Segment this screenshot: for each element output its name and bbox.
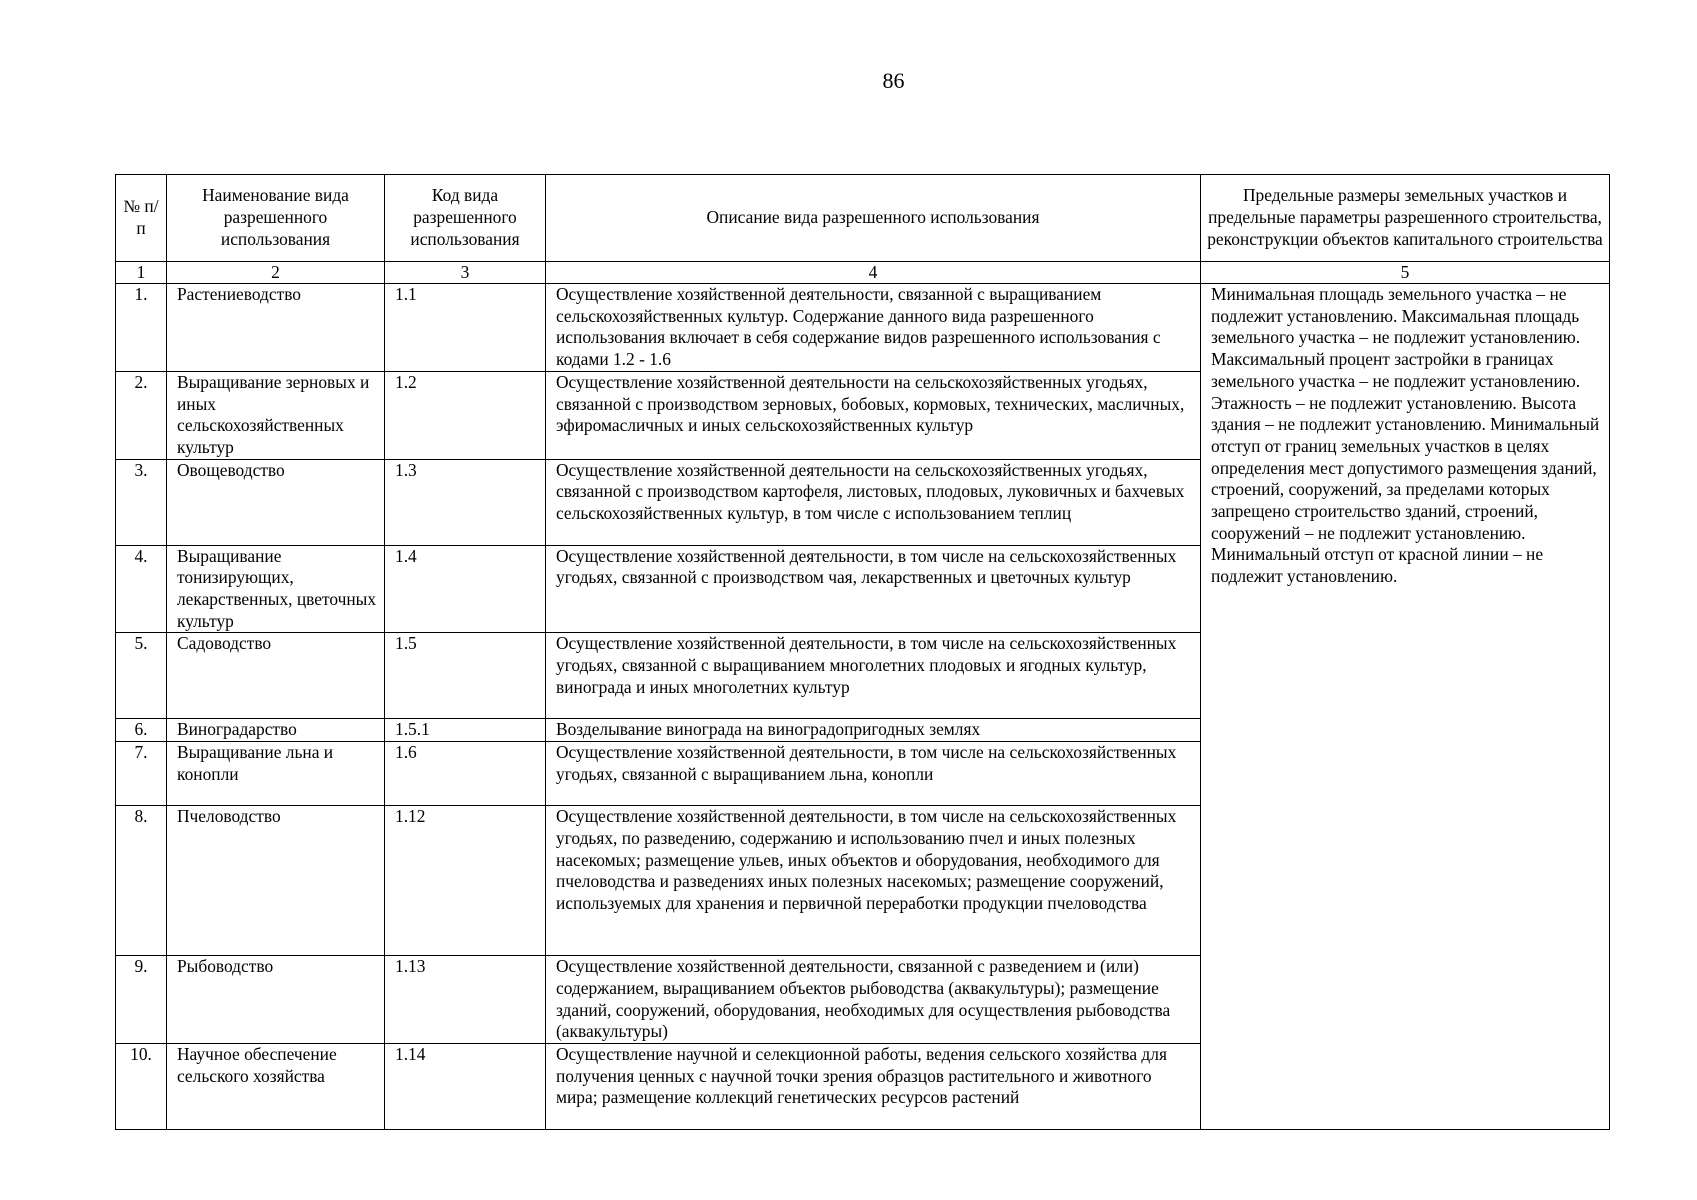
use-description: Осуществление хозяйственной деятельности, в том числе на сельскохозяйственных угодьях, связанной с выращиванием многолетних плодовых и ягодных культур, винограда и иных многолетних культур (546, 633, 1201, 719)
use-description: Осуществление хозяйственной деятельности, в том числе на сельскохозяйственных угодьях, связанной с выращиванием льна, конопли (546, 742, 1201, 806)
use-description: Возделывание винограда на виноградопригодных землях (546, 719, 1201, 742)
use-name: Виноградарство (167, 719, 385, 742)
use-code: 1.14 (385, 1043, 546, 1129)
use-name: Рыбоводство (167, 956, 385, 1044)
use-name: Выращивание льна и конопли (167, 742, 385, 806)
column-number: 3 (385, 262, 546, 284)
use-name: Научное обеспечение сельского хозяйства (167, 1043, 385, 1129)
header-name: Наименование вида разрешенного использования (167, 175, 385, 262)
use-code: 1.13 (385, 956, 546, 1044)
table-header-row (116, 175, 1610, 262)
row-number: 2. (116, 371, 167, 459)
row-number: 5. (116, 633, 167, 719)
use-description: Осуществление хозяйственной деятельности, в том числе на сельскохозяйственных угодьях, связанной с производством чая, лекарственных и цветочных культур (546, 545, 1201, 633)
page-number: 86 (882, 68, 905, 93)
use-description: Осуществление хозяйственной деятельности на сельскохозяйственных угодьях, связанной с производством картофеля, листовых, плодовых, луковичных и бахчевых сельскохозяйственных культур, в том числе с использованием теплиц (546, 459, 1201, 545)
use-code: 1.5.1 (385, 719, 546, 742)
row-number: 9. (116, 956, 167, 1044)
use-code: 1.6 (385, 742, 546, 806)
use-description: Осуществление хозяйственной деятельности, в том числе на сельскохозяйственных угодьях, по разведению, содержанию и использованию пчел и иных полезных насекомых; размещение ульев, иных объектов и оборудования, необходимого для пчеловодства и разведениях иных полезных насекомых; размещение сооружений, используемых для хранения и первичной переработки продукции пчеловодства (546, 806, 1201, 956)
row-number: 6. (116, 719, 167, 742)
column-number: 2 (167, 262, 385, 284)
use-description: Осуществление хозяйственной деятельности на сельскохозяйственных угодьях, связанной с производством зерновых, бобовых, кормовых, технических, масличных, эфиромасличных и иных сельскохозяйственных культур (546, 371, 1201, 459)
use-code: 1.1 (385, 284, 546, 372)
row-number: 1. (116, 284, 167, 372)
use-code: 1.12 (385, 806, 546, 956)
use-code: 1.4 (385, 545, 546, 633)
column-number: 4 (546, 262, 1201, 284)
use-code: 1.3 (385, 459, 546, 545)
use-name: Овощеводство (167, 459, 385, 545)
table-row (116, 284, 1610, 372)
column-number: 5 (1201, 262, 1610, 284)
limits-cell: Минимальная площадь земельного участка – не подлежит установлению. Максимальная площадь земельного участка – не подлежит установлению. Максимальный процент застройки в границах земельного участка – не подлежит установлению. Этажность – не подлежит установлению. Высота здания – не подлежит установлению. Минимальный отступ от границ земельных участков в целях определения мест допустимого размещения зданий, строений, сооружений, за пределами которых запрещено строительство зданий, строений, сооружений – не подлежит установлению. Минимальный отступ от красной линии – не подлежит установлению. (1201, 284, 1610, 1130)
header-no: № п/п (116, 175, 167, 262)
header-limits: Предельные размеры земельных участков и предельные параметры разрешенного строительства, реконструкции объектов капитального строительства (1201, 175, 1610, 262)
row-number: 7. (116, 742, 167, 806)
header-description: Описание вида разрешенного использования (546, 175, 1201, 262)
use-description: Осуществление хозяйственной деятельности, связанной с выращиванием сельскохозяйственных культур. Содержание данного вида разрешенного использования включает в себя содержание видов разрешенного использования с кодами 1.2 - 1.6 (546, 284, 1201, 372)
use-code: 1.2 (385, 371, 546, 459)
row-number: 10. (116, 1043, 167, 1129)
use-code: 1.5 (385, 633, 546, 719)
use-description: Осуществление хозяйственной деятельности, связанной с разведением и (или) содержанием, выращиванием объектов рыбоводства (аквакультуры); размещение зданий, сооружений, оборудования, необходимых для осуществления рыбоводства (аквакультуры) (546, 956, 1201, 1044)
use-name: Пчеловодство (167, 806, 385, 956)
use-description: Осуществление научной и селекционной работы, ведения сельского хозяйства для получения ценных с научной точки зрения образцов растительного и животного мира; размещение коллекций генетических ресурсов растений (546, 1043, 1201, 1129)
land-use-table (115, 174, 1610, 1130)
column-number-row (116, 262, 1610, 284)
column-number: 1 (116, 262, 167, 284)
row-number: 8. (116, 806, 167, 956)
use-name: Выращивание зерновых и иных сельскохозяйственных культур (167, 371, 385, 459)
use-name: Садоводство (167, 633, 385, 719)
row-number: 4. (116, 545, 167, 633)
row-number: 3. (116, 459, 167, 545)
header-code: Код вида разрешенного использования (385, 175, 546, 262)
use-name: Растениеводство (167, 284, 385, 372)
use-name: Выращивание тонизирующих, лекарственных, цветочных культур (167, 545, 385, 633)
